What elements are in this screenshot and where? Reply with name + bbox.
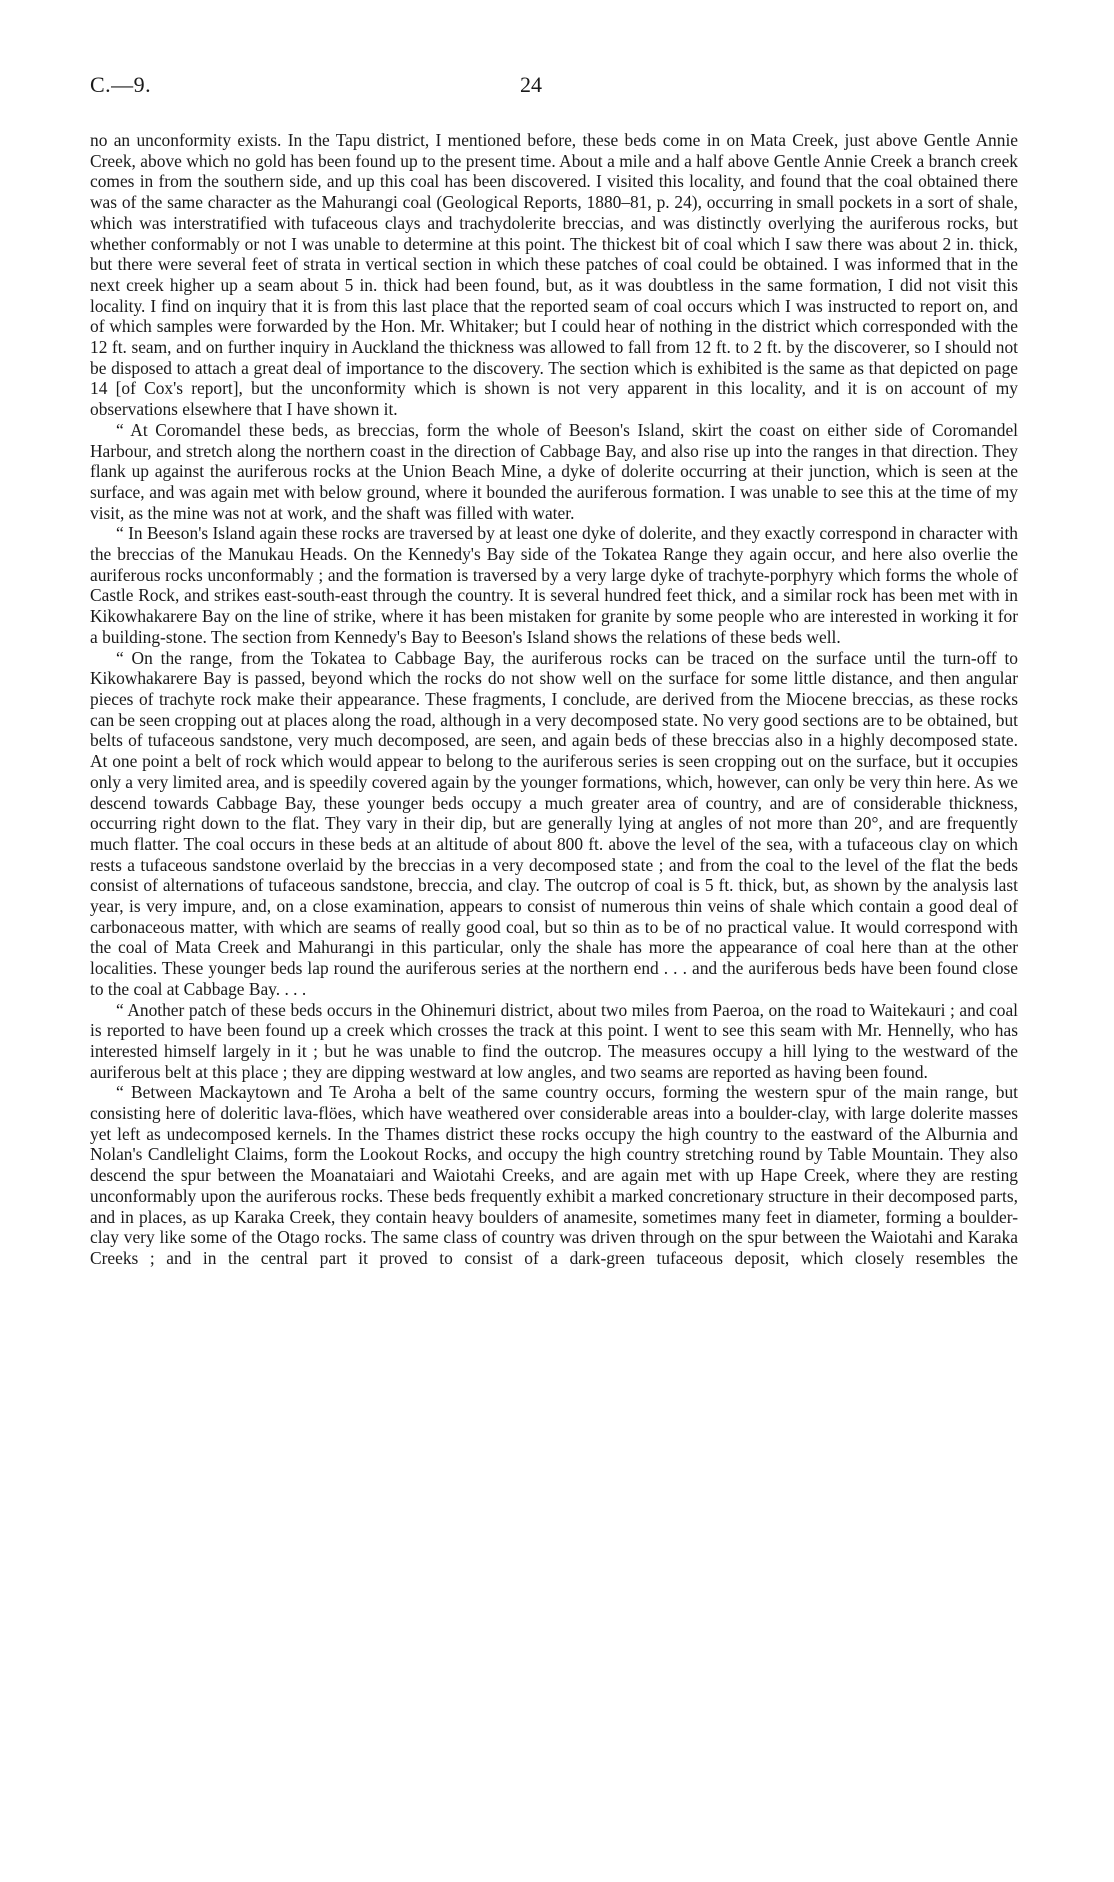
paragraph-beesons-island: “ In Beeson's Island again these rocks are traversed by at least one dyke of dolerite, and they exactly correspond in character with the breccias of the Manukau Heads. On the Kennedy's Bay side of the Tokatea Range they again occur, and here also overlie the auriferous rocks unconformably ; and the formation is traversed by a very large dyke of trachyte-porphyry which forms the whole of Castle Rock, and strikes east-south-east through the country. It is several hundred feet thick, and a similar rock has been met with in Kikowhakarere Bay on the line of strike, where it has been mistaken for granite by some people who are interested in working it for a building-stone. The section from Kennedy's Bay to Beeson's Island shows the relations of these beds well.: [90, 523, 1018, 647]
paragraph-tokatea-range: “ On the range, from the Tokatea to Cabbage Bay, the auriferous rocks can be traced on the surface until the turn-off to Kikowhakarere Bay is passed, beyond which the rocks do not show well on the surface for some little distance, and then angular pieces of trachyte rock make their appearance. These fragments, I conclude, are derived from the Miocene breccias, as these rocks can be seen cropping out at places along the road, although in a very decomposed state. No very good sections are to be obtained, but belts of tufaceous sandstone, very much decomposed, are seen, and again beds of these breccias also in a highly decomposed state. At one point a belt of rock which would appear to belong to the auriferous series is seen cropping out on the surface, but it occupies only a very limited area, and is speedily covered again by the younger formations, which, however, can only be very thin here. As we descend towards Cabbage Bay, these younger beds occupy a much greater area of country, and are of considerable thickness, occurring right down to the flat. They vary in their dip, but are generally lying at angles of not more than 20°, and are frequently much flatter. The coal occurs in these beds at an altitude of about 800 ft. above the level of the sea, with a tufaceous clay on which rests a tufaceous sandstone overlaid by the breccias in a very decomposed state ; and from the coal to the level of the flat the beds consist of alternations of tufaceous sandstone, breccia, and clay. The outcrop of coal is 5 ft. thick, but, as shown by the analysis last year, is very impure, and, on a close examination, appears to consist of numerous thin veins of shale which contain a good deal of carbonaceous matter, with which are seams of really good coal, but so thin as to be of no practical value. It would correspond with the coal of Mata Creek and Mahurangi in this particular, only the shale has more the appearance of coal here than at the other localities. These younger beds lap round the auriferous series at the northern end . . . and the auriferous beds have been found close to the coal at Cabbage Bay. . . .: [90, 647, 1018, 999]
paragraph-tapu-district: no an unconformity exists. In the Tapu district, I mentioned before, these beds come in on Mata Creek, just above Gentle Annie Creek, above which no gold has been found up to the present time. About a mile and a half above Gentle Annie Creek a branch creek comes in from the southern side, and up this coal has been discovered. I visited this locality, and found that the coal obtained there was of the same character as the Mahurangi coal (Geological Reports, 1880–81, p. 24), occurring in small pockets in a sort of shale, which was interstratified with tufaceous clays and trachydolerite breccias, and was distinctly overlying the auriferous rocks, but whether conformably or not I was unable to determine at this point. The thickest bit of coal which I saw there was about 2 in. thick, but there were several feet of strata in vertical section in which these patches of coal could be obtained. I was informed that in the next creek higher up a seam about 5 in. thick had been found, but, as it was doubtless in the same formation, I did not visit this locality. I find on inquiry that it is from this last place that the reported seam of coal occurs which I was instructed to report on, and of which samples were forwarded by the Hon. Mr. Whitaker; but I could hear of nothing in the district which corresponded with the 12 ft. seam, and on further inquiry in Auckland the thickness was allowed to fall from 12 ft. to 2 ft. by the discoverer, so I should not be disposed to attach a great deal of importance to the discovery. The section which is exhibited is the same as that depicted on page 14 [of Cox's report], but the unconformity which is shown is not very apparent in this locality, and it is on account of my observations elsewhere that I have shown it.: [90, 130, 1018, 420]
paragraph-ohinemuri: “ Another patch of these beds occurs in the Ohinemuri district, about two miles from Paeroa, on the road to Waitekauri ; and coal is reported to have been found up a creek which crosses the track at this point. I went to see this seam with Mr. Hennelly, who has interested himself largely in it ; but he was unable to find the outcrop. The measures occupy a hill lying to the westward of the auriferous belt at this place ; they are dipping westward at low angles, and two seams are reported as having been found.: [90, 999, 1018, 1082]
body-text: [90, 130, 1018, 1269]
page-number: 24: [520, 72, 542, 97]
paragraph-mackaytown: “ Between Mackaytown and Te Aroha a belt of the same country occurs, forming the western spur of the main range, but consisting here of doleritic lava-flöes, which have weathered over considerable areas into a boulder-clay, with large dolerite masses yet left as undecomposed kernels. In the Thames district these rocks occupy the high country to the eastward of the Alburnia and Nolan's Candlelight Claims, form the Lookout Rocks, and occupy the high country stretching round by Table Mountain. They also descend the spur between the Moanataiari and Waiotahi Creeks, and are again met with up Hape Creek, where they are resting unconformably upon the auriferous rocks. These beds frequently exhibit a marked concretionary structure in their decomposed parts, and in places, as up Karaka Creek, they contain heavy boulders of anamesite, sometimes many feet in diameter, forming a boulder-clay very like some of the Otago rocks. The same class of country was driven through on the spur between the Waiotahi and Karaka Creeks ; and in the central part it proved to consist of a dark-green tufaceous deposit, which closely resembles the: [90, 1082, 1018, 1268]
page-header: [90, 72, 1018, 112]
document-code: C.—9.: [90, 72, 152, 97]
paragraph-coromandel: “ At Coromandel these beds, as breccias, form the whole of Beeson's Island, skirt the coast on either side of Coromandel Harbour, and stretch along the northern coast in the direction of Cabbage Bay, and also rise up into the ranges in that direction. They flank up against the auriferous rocks at the Union Beach Mine, a dyke of dolerite occurring at their junction, which is seen at the surface, and was again met with below ground, where it bounded the auriferous formation. I was unable to see this at the time of my visit, as the mine was not at work, and the shaft was filled with water.: [90, 419, 1018, 523]
